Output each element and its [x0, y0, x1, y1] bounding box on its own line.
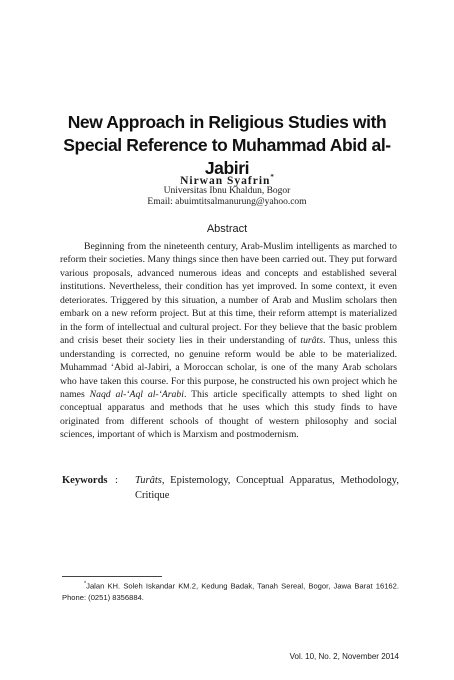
abstract-text-c: . This article specifically attempts to shed light on conceptual apparatus and methods that he uses which this study finds to have originated from different schools of thought of western philosophy and social sciences, important of which is Marxism and postmodernism. [60, 388, 397, 441]
abstract-term-turats: turâts [300, 335, 323, 347]
keywords-colon: : [115, 475, 118, 486]
running-footer: Vol. 10, No. 2, November 2014 [289, 652, 399, 661]
paper-title [50, 111, 404, 180]
keywords-rest: , Epistemology, Conceptual Apparatus, Methodology, Critique [135, 475, 399, 501]
email-label: Email: [147, 197, 173, 207]
footnote-divider [62, 576, 162, 577]
keywords-list [135, 473, 399, 503]
footnote [62, 579, 399, 603]
abstract-text-a: Beginning from the nineteenth century, Arab-Muslim intelligents as marched to reform their societies. Many things since then have been carried out. They put forward various proposals, advanced numerous ideas and concepts and established several institutions. Nevertheless, their condition has yet improved. In some context, it even deteriorates. Triggered by this situation, a number of Arab and Muslim scholars then embark on a new reform project. But at this time, their reform attempt is materialized in the form of intellectual and cultural project. For they believe that the basic problem and crisis beset their society lies in their understanding of [60, 241, 397, 347]
footnote-mark: * [84, 581, 87, 587]
abstract-text-b: . Thus, unless this understanding is corrected, no genuine reform would be able to be materialized. Muhammad ‘Abid al-Jabiri, a Moroccan scholar, is one of the many Arab scholars who have taken this course. For this purpose, he constructed his own project which he names [60, 335, 397, 400]
title-line-1: New Approach in Religious Studies with [67, 112, 387, 132]
title-line-2: Special Reference to Muhammad Abid al-Jabiri [63, 135, 391, 178]
email-address: abuimtitsalmanurung@yahoo.com [175, 197, 307, 207]
abstract-heading: Abstract [206, 223, 248, 235]
abstract-body [60, 240, 397, 442]
footnote-text: Jalan KH. Soleh Iskandar KM.2, Kedung Badak, Tanah Sereal, Bogor, Jawa Barat 16162. Phone: (0251) 8356884. [62, 581, 399, 602]
keyword-turats: Turâts [135, 475, 162, 486]
author-name-text: Nirwan Syafrin [180, 174, 271, 187]
keywords-label: Keywords [62, 475, 108, 486]
email-line [0, 197, 454, 208]
abstract-term-naqd: Naqd al-‘Aql al-‘Arabi [89, 388, 184, 400]
institution: Universitas Ibnu Khaldun, Bogor [163, 186, 291, 196]
author-name [0, 173, 454, 187]
author-affiliation [0, 186, 454, 208]
author-footnote-mark: * [270, 173, 274, 181]
